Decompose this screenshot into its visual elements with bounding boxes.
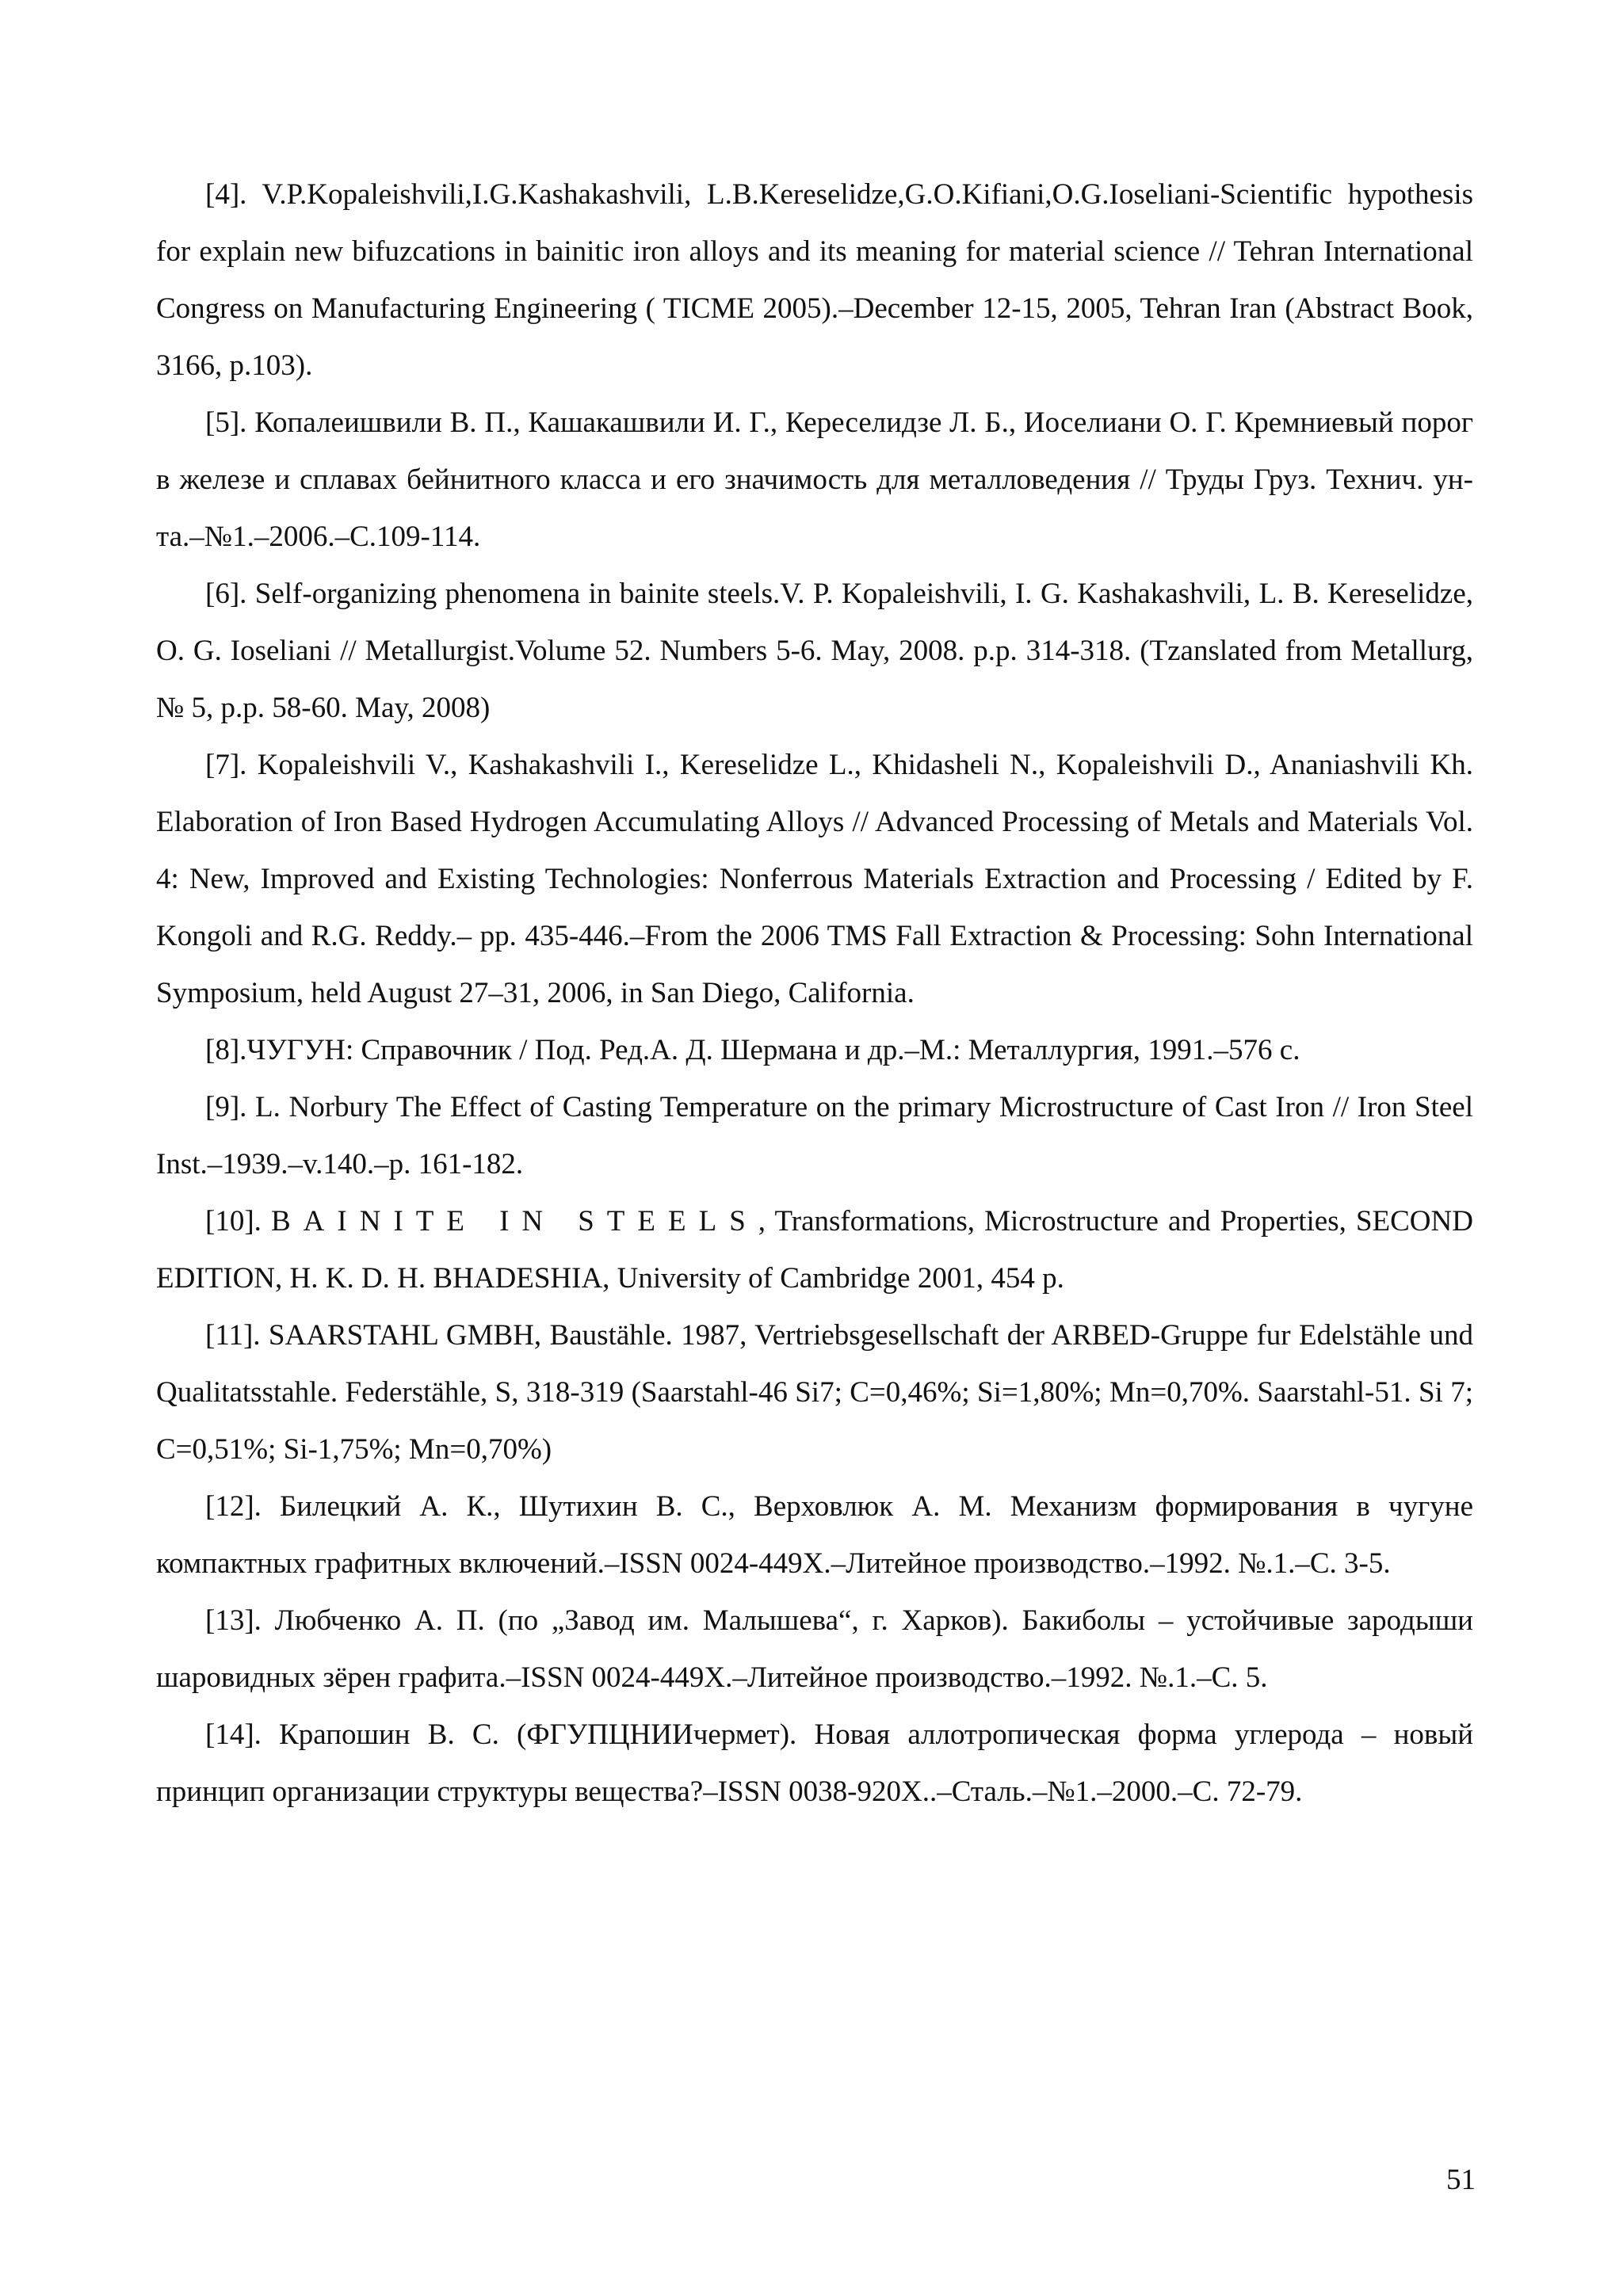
reference-9: [9]. L. Norbury The Effect of Casting Temperature on the primary Microstructure of Cast Iron // Iron Steel Inst.–1939.–v.140.–p. 161-182. [156,1091,1473,1180]
reference-11: [11]. SAARSTAHL GMBH, Baustähle. 1987, Vertriebsgesellschaft der ARBED-Gruppe fur Edelstähle und Qualitatsstahle. Federstähle, S, 318-319 (Saarstahl-46 Si7; C=0,46%; Si=1,80%; Mn=0,70%. Saarstahl-51. Si 7; C=0,51%; Si-1,75%; Mn=0,70%) [156,1319,1473,1466]
reference-8: [8].ЧУГУН: Справочник / Под. Ред.А. Д. Шермана и др.–М.: Металлургия, 1991.–576 с. [205,1034,1300,1066]
reference-10-spaced-title: BAINITE IN STEELS [271,1205,758,1238]
reference-10-number: [10]. [205,1205,271,1238]
reference-10-text: , Transformations, Microstructure and Properties, SECOND EDITION, H. K. D. H. BHADESHIA, University of Cambridge 2001, 454 p. [156,1205,1473,1295]
reference-14: [14]. Крапошин В. С. (ФГУПЦНИИчермет). Новая аллотропическая форма углерода – новый принцип организации структуры вещества?–ISSN 0038-920X..–Сталь.–№1.–2000.–С. 72-79. [156,1718,1473,1808]
reference-12: [12]. Билецкий А. К., Шутихин В. С., Верховлюк А. М. Механизм формирования в чугуне компактных графитных включений.–ISSN 0024-449X.–Литейное производство.–1992. №.1.–С. 3-5. [156,1490,1473,1580]
reference-10 [156,1193,1473,1307]
page-number: 51 [1446,2164,1476,2196]
reference-4: [4]. V.P.Kopaleishvili,I.G.Kashakashvili, L.B.Kereselidze,G.O.Kifiani,O.G.Ioseliani-Scientific hypothesis for explain new bifuzcations in bainitic iron alloys and its meaning for material science // Tehran International Congress on Manufacturing Engineering ( TICME 2005).–December 12-15, 2005, Tehran Iran (Abstract Book, 3166, p.103). [156,178,1473,382]
reference-13: [13]. Любченко А. П. (по „Завод им. Малышева“, г. Харков). Бакиболы – устойчивые зародыши шаровидных зёрен графита.–ISSN 0024-449X.–Литейное производство.–1992. №.1.–С. 5. [156,1604,1473,1694]
reference-5: [5]. Копалеишвили В. П., Кашакашвили И. Г., Кереселидзе Л. Б., Иоселиани О. Г. Кремниевый порог в железе и сплавах бейнитного класса и его значимость для металловедения // Труды Груз. Технич. ун-та.–№1.–2006.–С.109-114. [156,406,1473,553]
reference-6: [6]. Self-organizing phenomena in bainite steels.V. P. Kopaleishvili, I. G. Kashakashvili, L. B. Kereselidze, O. G. Ioseliani // Metallurgist.Volume 52. Numbers 5-6. May, 2008. p.p. 314-318. (Tzanslated from Metallurg, № 5, p.p. 58-60. May, 2008) [156,578,1473,724]
reference-7: [7]. Kopaleishvili V., Kashakashvili I., Kereselidze L., Khidasheli N., Kopaleishvili D., Ananiashvili Kh. Elaboration of Iron Based Hydrogen Accumulating Alloys // Advanced Processing of Metals and Materials Vol. 4: New, Improved and Existing Technologies: Nonferrous Materials Extraction and Processing / Edited by F. Kongoli and R.G. Reddy.– pp. 435-446.–From the 2006 TMS Fall Extraction & Processing: Sohn International Symposium, held August 27–31, 2006, in San Diego, California. [156,749,1473,1009]
reference-list [156,166,1473,1821]
